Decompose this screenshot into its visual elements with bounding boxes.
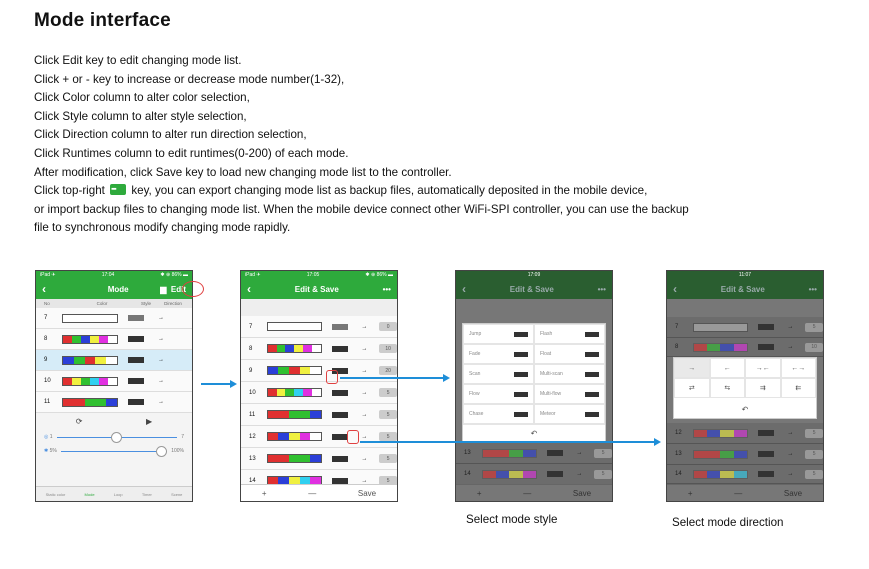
runtime-value[interactable]: 5 bbox=[805, 429, 823, 438]
phone-direction-picker bbox=[666, 270, 824, 502]
direction-option[interactable]: → bbox=[674, 358, 710, 378]
status-bar bbox=[36, 271, 192, 279]
tab-timer[interactable]: Timer bbox=[141, 491, 152, 497]
style-swatch[interactable] bbox=[547, 450, 563, 456]
page-title: Mode interface bbox=[34, 10, 171, 31]
style-label: Chase bbox=[469, 411, 484, 417]
remove-mode-button[interactable]: — bbox=[734, 488, 743, 498]
style-swatch[interactable] bbox=[332, 346, 348, 352]
direction-arrow[interactable]: → bbox=[158, 336, 164, 342]
style-swatch[interactable] bbox=[128, 378, 144, 384]
style-swatch[interactable] bbox=[758, 344, 774, 350]
status-time: 17:05 bbox=[306, 272, 320, 278]
row-number: 8 bbox=[675, 344, 679, 350]
direction-arrow[interactable]: → bbox=[361, 389, 368, 396]
style-swatch[interactable] bbox=[128, 315, 144, 321]
more-button[interactable]: ••• bbox=[808, 284, 817, 294]
col-color: Color bbox=[96, 301, 108, 306]
color-bar[interactable] bbox=[62, 377, 118, 386]
row-number: 13 bbox=[675, 451, 682, 457]
style-swatch[interactable] bbox=[128, 357, 144, 363]
color-bar[interactable] bbox=[693, 343, 748, 352]
speed-max: 7 bbox=[181, 434, 184, 440]
mode-row[interactable] bbox=[241, 316, 397, 338]
instruction-line: After modification, click Save key to load new changing mode list to the controller. bbox=[34, 165, 452, 179]
back-icon[interactable]: ‹ bbox=[42, 282, 46, 296]
add-mode-button[interactable]: + bbox=[687, 488, 693, 498]
mode-row[interactable] bbox=[667, 423, 823, 444]
brightness-track bbox=[61, 451, 167, 452]
row-number: 14 bbox=[249, 477, 256, 484]
runtime-value[interactable]: 5 bbox=[379, 454, 397, 463]
color-bar[interactable] bbox=[267, 388, 322, 397]
mode-row[interactable] bbox=[241, 448, 397, 470]
instruction-line-export bbox=[34, 182, 854, 201]
style-option[interactable] bbox=[534, 384, 605, 404]
export-text-after: key, you can export changing mode list as backup files, automatically deposited in the mobile device, bbox=[131, 184, 648, 198]
direction-arrow[interactable]: → bbox=[361, 477, 368, 484]
save-button[interactable]: Save bbox=[783, 488, 803, 498]
color-bar[interactable] bbox=[62, 356, 118, 365]
row-number: 13 bbox=[249, 455, 256, 462]
tab-scene[interactable]: Scene bbox=[171, 491, 183, 497]
instruction-line: or import backup files to changing mode list. When the mobile device connect other WiFi-SPI controller, you can use the backup bbox=[34, 202, 689, 216]
direction-arrow[interactable]: → bbox=[158, 399, 164, 405]
style-label: Flash bbox=[540, 331, 553, 337]
more-button[interactable]: ••• bbox=[597, 284, 606, 294]
arrow-line bbox=[340, 377, 444, 379]
style-icon bbox=[585, 392, 599, 397]
spacer bbox=[241, 299, 397, 316]
edit-highlight-circle bbox=[182, 281, 204, 297]
arrow-line bbox=[201, 383, 231, 385]
nav-bar bbox=[36, 279, 192, 299]
mode-row[interactable] bbox=[456, 464, 612, 485]
style-swatch[interactable] bbox=[332, 324, 348, 330]
status-bar bbox=[456, 271, 612, 279]
row-number: 7 bbox=[675, 324, 679, 330]
speed-thumb[interactable] bbox=[111, 432, 122, 443]
runtime-value[interactable]: 5 bbox=[379, 388, 397, 397]
direction-arrow[interactable]: → bbox=[787, 471, 794, 477]
mode-row[interactable] bbox=[241, 404, 397, 426]
style-swatch[interactable] bbox=[332, 478, 348, 484]
mode-row[interactable] bbox=[667, 444, 823, 465]
instruction-line: Click Style column to alter style selection, bbox=[34, 109, 247, 123]
style-swatch[interactable] bbox=[758, 471, 774, 477]
direction-grid bbox=[674, 358, 816, 398]
style-swatch[interactable] bbox=[758, 451, 774, 457]
color-bar[interactable] bbox=[267, 454, 322, 463]
row-number: 11 bbox=[249, 411, 256, 418]
direction-arrow[interactable]: → bbox=[787, 430, 794, 436]
direction-arrow[interactable]: → bbox=[576, 450, 583, 456]
instruction-line: Click + or - key to increase or decrease mode number(1-32), bbox=[34, 72, 345, 86]
more-icon bbox=[110, 184, 126, 195]
undo-icon[interactable]: ↶ bbox=[463, 424, 605, 441]
style-icon bbox=[514, 352, 528, 357]
remove-mode-button[interactable]: — bbox=[308, 488, 317, 498]
color-bar[interactable] bbox=[482, 449, 537, 458]
edit-button[interactable]: Edit bbox=[170, 284, 186, 294]
row-number: 14 bbox=[464, 471, 471, 477]
phone-edit-screen bbox=[240, 270, 398, 502]
runtime-value[interactable]: 10 bbox=[805, 343, 823, 352]
brightness-min: 5% bbox=[49, 448, 57, 454]
row-number: 7 bbox=[44, 315, 48, 321]
runtime-value[interactable]: 5 bbox=[805, 450, 823, 459]
direction-option[interactable]: ⇆ bbox=[710, 378, 746, 398]
mode-row[interactable] bbox=[36, 371, 192, 392]
color-bar[interactable] bbox=[267, 366, 322, 375]
loop-icon[interactable]: ⟳ bbox=[75, 417, 83, 426]
direction-arrow[interactable]: → bbox=[361, 455, 368, 462]
row-number: 10 bbox=[44, 378, 51, 384]
arrow-head bbox=[654, 438, 661, 446]
runtime-value[interactable]: 5 bbox=[379, 432, 397, 441]
row-number: 12 bbox=[675, 430, 682, 436]
caption-select-mode-direction: Select mode direction bbox=[672, 516, 784, 529]
style-icon bbox=[585, 412, 599, 417]
color-bar[interactable] bbox=[267, 410, 322, 419]
direction-arrow[interactable]: → bbox=[158, 378, 164, 384]
style-label: Fade bbox=[469, 351, 481, 357]
speed-slider[interactable] bbox=[36, 430, 192, 444]
style-swatch[interactable] bbox=[332, 434, 348, 440]
row-number: 10 bbox=[249, 389, 256, 396]
tab-loop[interactable]: Loop bbox=[113, 491, 123, 497]
nav-title: Edit & Save bbox=[509, 284, 554, 294]
mode-row[interactable] bbox=[667, 338, 823, 357]
column-header bbox=[36, 299, 192, 308]
add-mode-button[interactable]: + bbox=[261, 488, 267, 498]
mode-row[interactable] bbox=[456, 443, 612, 464]
save-icon[interactable]: ▆ bbox=[160, 284, 167, 294]
nav-title: Mode bbox=[107, 284, 129, 294]
style-option[interactable] bbox=[463, 344, 534, 364]
color-bar[interactable] bbox=[693, 323, 748, 332]
color-bar[interactable] bbox=[267, 322, 322, 331]
style-icon bbox=[585, 332, 599, 337]
style-option[interactable] bbox=[463, 384, 534, 404]
style-option[interactable] bbox=[534, 404, 605, 424]
row-number: 14 bbox=[675, 471, 682, 477]
runtime-value[interactable]: 5 bbox=[379, 410, 397, 419]
status-battery: ✱ ⊕ 86% ▬ bbox=[365, 272, 393, 278]
style-swatch[interactable] bbox=[128, 399, 144, 405]
undo-icon[interactable]: ↶ bbox=[741, 404, 749, 414]
style-label: Multi-flow bbox=[540, 391, 562, 397]
row-number: 9 bbox=[44, 357, 48, 363]
phone-mode-screen bbox=[35, 270, 193, 502]
style-label: Meteor bbox=[540, 411, 556, 417]
direction-option[interactable]: ⇄ bbox=[674, 378, 710, 398]
direction-arrow[interactable]: → bbox=[158, 315, 164, 321]
mode-row[interactable] bbox=[667, 465, 823, 484]
instruction-line: Click Edit key to edit changing mode list. bbox=[34, 54, 242, 67]
runtime-value[interactable]: 5 bbox=[594, 449, 612, 458]
direction-option[interactable]: ⇉ bbox=[745, 378, 781, 398]
nav-bar bbox=[456, 279, 612, 299]
edit-toolbar bbox=[667, 484, 823, 501]
style-option[interactable] bbox=[534, 364, 605, 384]
color-bar[interactable] bbox=[62, 398, 118, 407]
more-button[interactable]: ••• bbox=[382, 284, 391, 294]
direction-arrow[interactable]: → bbox=[361, 433, 368, 440]
instructions bbox=[34, 52, 854, 238]
style-swatch[interactable] bbox=[758, 324, 774, 330]
mode-row[interactable] bbox=[241, 382, 397, 404]
row-number: 13 bbox=[464, 450, 471, 456]
style-label: Multi-scan bbox=[540, 371, 563, 377]
playback-controls bbox=[36, 413, 192, 430]
direction-arrow[interactable]: → bbox=[787, 344, 794, 350]
style-swatch[interactable] bbox=[332, 412, 348, 418]
row-number: 8 bbox=[249, 345, 253, 352]
row-number: 12 bbox=[249, 433, 256, 440]
col-style: Style bbox=[140, 301, 151, 306]
direction-option[interactable]: ⇇ bbox=[781, 378, 817, 398]
color-bar[interactable] bbox=[267, 432, 322, 441]
arrow-head bbox=[230, 380, 237, 388]
tab-bar bbox=[36, 486, 192, 501]
instruction-line: Click Direction column to alter run direction selection, bbox=[34, 128, 307, 142]
arrow-head bbox=[443, 374, 450, 382]
add-mode-button[interactable]: + bbox=[476, 488, 482, 498]
runtime-value[interactable]: 5 bbox=[805, 323, 823, 332]
back-icon[interactable]: ‹ bbox=[462, 282, 466, 296]
status-time: 11:07 bbox=[738, 272, 752, 278]
style-icon bbox=[514, 372, 528, 377]
style-icon bbox=[585, 372, 599, 377]
style-icon bbox=[514, 332, 528, 337]
row-number: 8 bbox=[44, 336, 48, 342]
mode-row[interactable] bbox=[667, 317, 823, 338]
direction-arrow[interactable]: → bbox=[361, 345, 368, 352]
status-time: 17:09 bbox=[527, 272, 541, 278]
back-icon[interactable]: ‹ bbox=[673, 282, 677, 296]
direction-popup bbox=[673, 357, 817, 419]
color-bar[interactable] bbox=[482, 470, 537, 479]
color-bar[interactable] bbox=[267, 344, 322, 353]
tap-hand-icon bbox=[347, 430, 359, 444]
direction-arrow[interactable]: → bbox=[158, 357, 164, 363]
direction-option[interactable]: ←→ bbox=[781, 358, 817, 378]
style-swatch[interactable] bbox=[128, 336, 144, 342]
style-label: Jump bbox=[469, 331, 482, 337]
color-bar[interactable] bbox=[693, 429, 748, 438]
edit-toolbar bbox=[456, 484, 612, 501]
status-bar bbox=[241, 271, 397, 279]
runtime-value[interactable]: 5 bbox=[594, 470, 612, 479]
back-icon[interactable]: ‹ bbox=[247, 282, 251, 296]
status-battery: ✱ ⊕ 86% ▬ bbox=[160, 272, 188, 278]
nav-bar bbox=[241, 279, 397, 299]
save-button[interactable]: Save bbox=[357, 488, 377, 498]
direction-arrow[interactable]: → bbox=[787, 451, 794, 457]
style-option[interactable] bbox=[463, 404, 534, 424]
tab-static-color[interactable]: Static color bbox=[45, 491, 66, 497]
col-no: No bbox=[44, 301, 50, 306]
style-icon bbox=[514, 392, 528, 397]
instruction-line: file to synchronous modify changing mode rapidly. bbox=[34, 221, 291, 235]
style-swatch[interactable] bbox=[332, 390, 348, 396]
color-bar[interactable] bbox=[693, 450, 748, 459]
direction-option[interactable]: ← bbox=[710, 358, 746, 378]
col-direction: Direction bbox=[164, 301, 182, 306]
instruction-line: Click Color column to alter color selection, bbox=[34, 91, 250, 105]
runtime-value[interactable]: 5 bbox=[379, 476, 397, 485]
edit-toolbar bbox=[241, 484, 397, 501]
direction-arrow[interactable]: → bbox=[787, 324, 794, 330]
caption-select-mode-style: Select mode style bbox=[466, 513, 558, 526]
runtime-value[interactable]: 10 bbox=[379, 344, 397, 353]
tab-mode[interactable]: Mode bbox=[84, 491, 95, 497]
style-option[interactable] bbox=[463, 324, 534, 344]
status-bar bbox=[667, 271, 823, 279]
brightness-icon: ✱ bbox=[44, 448, 49, 454]
nav-title: Edit & Save bbox=[294, 284, 339, 294]
speed-min: 1 bbox=[49, 434, 53, 440]
direction-option[interactable]: →← bbox=[745, 358, 781, 378]
style-icon bbox=[585, 352, 599, 357]
mode-row[interactable] bbox=[36, 350, 192, 371]
style-label: Flow bbox=[469, 391, 480, 397]
style-swatch[interactable] bbox=[332, 456, 348, 462]
brightness-thumb[interactable] bbox=[156, 446, 167, 457]
play-icon[interactable]: ▶ bbox=[146, 417, 153, 426]
style-swatch[interactable] bbox=[758, 430, 774, 436]
arrow-line bbox=[360, 441, 655, 443]
runtime-value[interactable]: 0 bbox=[379, 322, 397, 331]
mode-row[interactable] bbox=[36, 308, 192, 329]
mode-row[interactable] bbox=[36, 329, 192, 350]
row-number: 7 bbox=[249, 323, 253, 330]
status-carrier: iPad ✈ bbox=[40, 272, 56, 278]
direction-arrow[interactable]: → bbox=[576, 471, 583, 477]
mode-row[interactable] bbox=[36, 392, 192, 413]
row-number: 11 bbox=[44, 399, 51, 405]
row-number: 9 bbox=[249, 367, 253, 374]
color-bar[interactable] bbox=[62, 314, 118, 323]
style-icon bbox=[514, 412, 528, 417]
nav-title: Edit & Save bbox=[720, 284, 765, 294]
remove-mode-button[interactable]: — bbox=[523, 488, 532, 498]
tap-hand-icon bbox=[326, 370, 338, 384]
style-popup bbox=[462, 323, 606, 443]
brightness-max: 100% bbox=[171, 448, 184, 454]
style-swatch[interactable] bbox=[547, 471, 563, 477]
color-bar[interactable] bbox=[62, 335, 118, 344]
status-carrier: iPad ✈ bbox=[245, 272, 261, 278]
style-label: Scan bbox=[469, 371, 481, 377]
style-option[interactable] bbox=[463, 364, 534, 384]
speed-icon: ◎ bbox=[44, 434, 49, 440]
export-text-before: Click top-right bbox=[34, 184, 105, 198]
phone-style-picker bbox=[455, 270, 613, 502]
direction-arrow[interactable]: → bbox=[361, 411, 368, 418]
color-bar[interactable] bbox=[693, 470, 748, 479]
style-grid bbox=[463, 324, 605, 424]
save-button[interactable]: Save bbox=[572, 488, 592, 498]
instruction-line: Click Runtimes column to edit runtimes(0-200) of each mode. bbox=[34, 146, 349, 160]
style-option[interactable] bbox=[534, 324, 605, 344]
direction-arrow[interactable]: → bbox=[361, 367, 368, 374]
nav-bar bbox=[667, 279, 823, 299]
mode-row[interactable] bbox=[241, 426, 397, 448]
style-label: Float bbox=[540, 351, 552, 357]
runtime-value[interactable]: 5 bbox=[805, 470, 823, 479]
brightness-slider[interactable] bbox=[36, 444, 192, 458]
speed-track bbox=[57, 437, 178, 438]
status-time: 17:04 bbox=[101, 272, 115, 278]
style-option[interactable] bbox=[534, 344, 605, 364]
runtime-value[interactable]: 20 bbox=[379, 366, 397, 375]
direction-arrow[interactable]: → bbox=[361, 323, 368, 330]
mode-row[interactable] bbox=[241, 338, 397, 360]
